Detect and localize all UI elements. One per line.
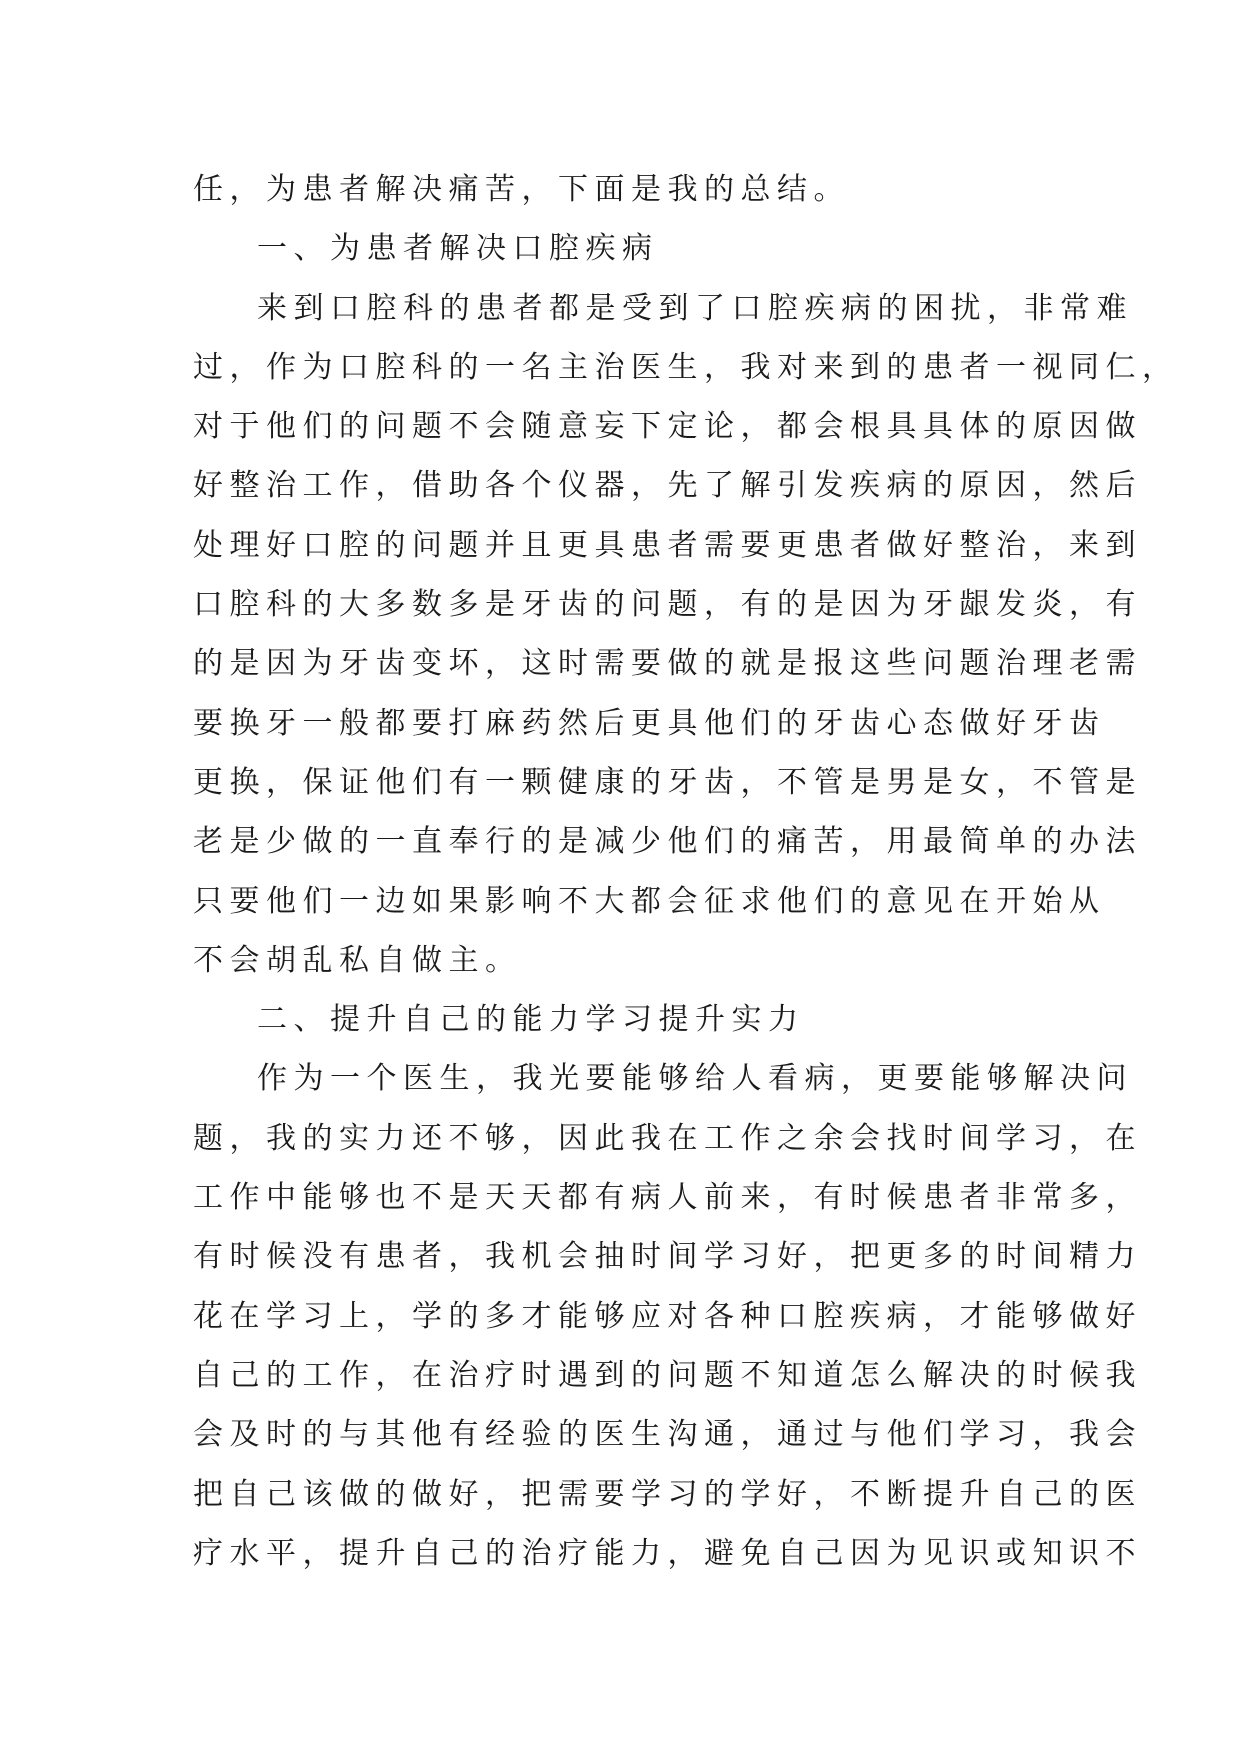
text-line: 口腔科的大多数多是牙齿的问题，有的是因为牙龈发炎，有 [193, 587, 1142, 623]
text-line: 有时候没有患者，我机会抽时间学习好，把更多的时间精力 [193, 1239, 1142, 1275]
text-line: 的是因为牙齿变坏，这时需要做的就是报这些问题治理老需 [193, 646, 1142, 682]
section-heading-2: 二、提升自己的能力学习提升实力 [257, 1002, 805, 1038]
text-line: 好整治工作，借助各个仪器，先了解引发疾病的原因，然后 [193, 468, 1142, 504]
text-line: 要换牙一般都要打麻药然后更具他们的牙齿心态做好牙齿 [193, 705, 1106, 741]
text-line: 疗水平，提升自己的治疗能力，避免自己因为见识或知识不 [193, 1535, 1142, 1571]
text-line: 会及时的与其他有经验的医生沟通，通过与他们学习，我会 [193, 1417, 1142, 1453]
text-line: 不会胡乱私自做主。 [193, 942, 522, 978]
body-text [193, 160, 1179, 1583]
text-line: 任，为患者解决痛苦，下面是我的总结。 [193, 172, 850, 207]
text-line: 花在学习上，学的多才能够应对各种口腔疾病，才能够做好 [193, 1298, 1142, 1334]
text-line: 老是少做的一直奉行的是减少他们的痛苦，用最简单的办法 [193, 824, 1142, 860]
text-line: 对于他们的问题不会随意妄下定论，都会根具具体的原因做 [193, 409, 1142, 445]
paragraph-start: 作为一个医生，我光要能够给人看病，更要能够解决问 [257, 1061, 1133, 1097]
section-heading-1: 一、为患者解决口腔疾病 [257, 231, 659, 267]
paragraph-start: 来到口腔科的患者都是受到了口腔疾病的困扰，非常难 [257, 290, 1133, 326]
text-line: 把自己该做的做好，把需要学习的学好，不断提升自己的医 [193, 1476, 1142, 1512]
text-line: 过，作为口腔科的一名主治医生，我对来到的患者一视同仁， [193, 349, 1179, 385]
text-line: 更换，保证他们有一颗健康的牙齿，不管是男是女，不管是 [193, 764, 1142, 800]
text-line: 自己的工作，在治疗时遇到的问题不知道怎么解决的时候我 [193, 1357, 1142, 1393]
text-line: 只要他们一边如果影响不大都会征求他们的意见在开始从 [193, 883, 1106, 919]
text-line: 处理好口腔的问题并且更具患者需要更患者做好整治，来到 [193, 527, 1142, 563]
text-line: 题，我的实力还不够，因此我在工作之余会找时间学习，在 [193, 1120, 1142, 1156]
text-line: 工作中能够也不是天天都有病人前来，有时候患者非常多， [193, 1180, 1142, 1216]
